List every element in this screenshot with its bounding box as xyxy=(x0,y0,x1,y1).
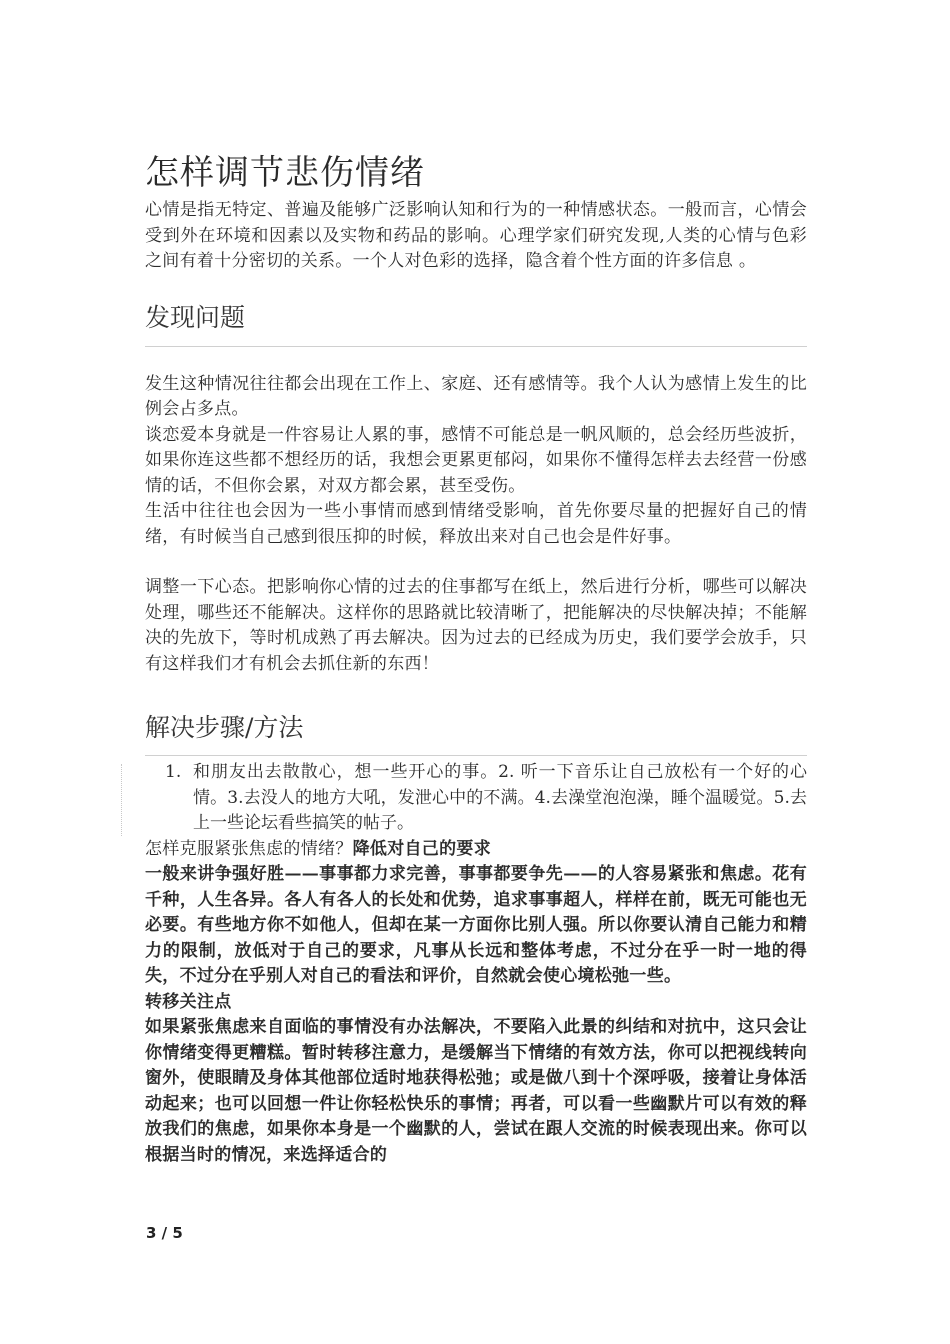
section-heading-find-problem: 发现问题 xyxy=(145,302,246,332)
list-item-text: 和朋友出去散散心，想一些开心的事。2. 听一下音乐让自己放松有一个好的心情。3.去没人的地方大吼，发泄心中的不满。4.去澡堂泡泡澡，睡个温暖觉。5.去上一些论坛看些搞笑的帖子。 xyxy=(193,762,807,833)
section-divider xyxy=(145,755,807,756)
paragraph: 谈恋爱本身就是一件容易让人累的事，感情不可能总是一帆风顺的，总会经历些波折，如果你连这些都不想经历的话，我想会更累更郁闷，如果你不懂得怎样去去经营一份感情的话，不但你会累，对双方都会累，甚至受伤。 xyxy=(145,424,807,496)
subheading-shift-focus: 转移关注点 xyxy=(145,991,232,1012)
subheading-lower-expectations: 降低对自己的要求 xyxy=(352,838,492,859)
section-solution-steps xyxy=(145,711,807,837)
question-text: 怎样克服紧张焦虑的情绪？ xyxy=(145,838,353,859)
steps-list xyxy=(145,760,807,837)
paragraph: 调整一下心态。把影响你心情的过去的住事都写在纸上，然后进行分析，哪些可以解决处理，哪些还不能解决。这样你的思路就比较清晰了，把能解决的尽快解决掉；不能解决的先放下，等时机成熟了再去解决。因为过去的已经成为历史，我们要学会放手，只有这样我们才有机会去抓住新的东西！ xyxy=(145,577,807,674)
list-number: 1. xyxy=(165,762,182,782)
section-heading-steps: 解决步骤/方法 xyxy=(145,713,304,742)
list-item xyxy=(145,760,807,837)
paragraph: 生活中往往也会因为一些小事情而感到情绪受影响，首先你要尽量的把握好自己的情绪，有时候当自己感到很压抑的时候，释放出来对自己也会是件好事。 xyxy=(145,501,807,547)
paragraph: 一般来讲争强好胜——事事都力求完善，事事都要争先——的人容易紧张和焦虑。花有千种，人生各异。各人有各人的长处和优势，追求事事超人，样样在前，既无可能也无必要。有些地方你不如他人，但却在某一方面你比别人强。所以你要认清自己能力和精力的限制，放低对于自己的要求，凡事从长远和整体考虑，不过分在乎一时一地的得失，不过分在乎别人对自己的看法和评价，自然就会使心境松弛一些。 xyxy=(145,864,807,986)
paragraph: 发生这种情况往往都会出现在工作上、家庭、还有感情等。我个人认为感情上发生的比例会占多点。 xyxy=(145,373,807,419)
page-title: 怎样调节悲伤情绪 xyxy=(145,153,425,193)
intro-paragraph: 心情是指无特定、普遍及能够广泛影响认知和行为的一种情感状态。一般而言，心情会受到外在环境和因素以及实物和药品的影响。心理学家们研究发现,人类的心情与色彩之间有着十分密切的关系。一个人对色彩的选择，隐含着个性方面的许多信息 。 xyxy=(145,200,807,271)
paragraph: 如果紧张焦虑来自面临的事情没有办法解决，不要陷入此景的纠结和对抗中，这只会让你情绪变得更糟糕。暂时转移注意力，是缓解当下情绪的有效方法，你可以把视线转向窗外，使眼睛及身体其他部位适时地获得松弛；或是做八到十个深呼吸，接着让身体活动起来；也可以回想一件让你轻松快乐的事情；再者，可以看一些幽默片可以有效的释放我们的焦虑，如果你本身是一个幽默的人，尝试在跟人交流的时候表现出来。你可以根据当时的情况，来选择适合的 xyxy=(145,1017,807,1165)
question-line xyxy=(145,837,807,863)
section-find-problem xyxy=(145,301,807,678)
document-page xyxy=(145,150,807,1168)
section-anxiety xyxy=(145,837,807,1169)
page-number: 3 / 5 xyxy=(146,1224,183,1242)
dotted-margin-line xyxy=(121,764,122,836)
